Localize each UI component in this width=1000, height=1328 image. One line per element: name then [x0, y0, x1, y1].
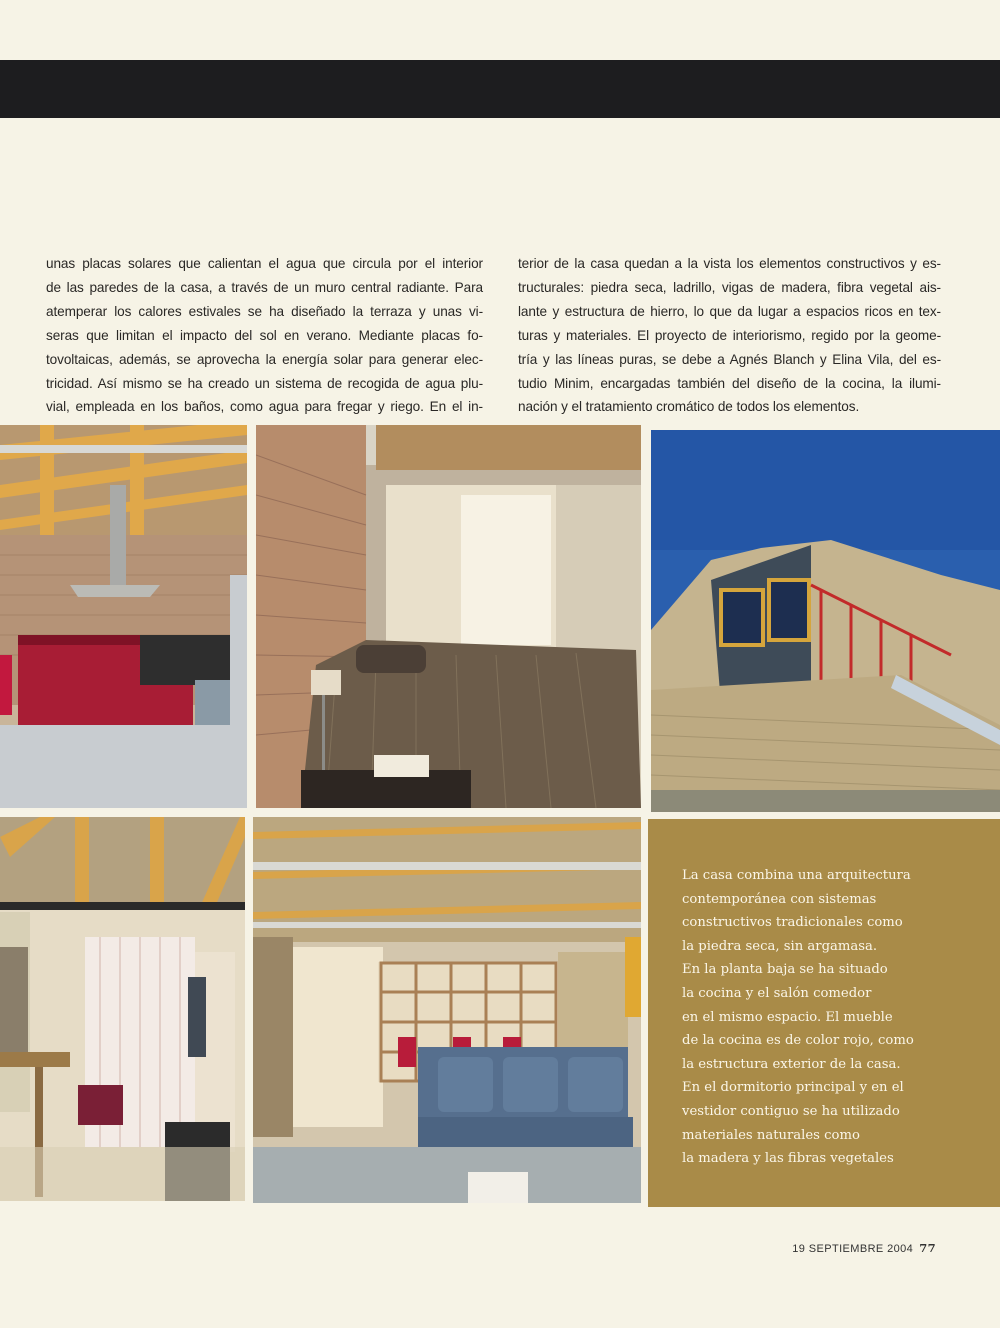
text-line: tría y las líneas puras, se debe a Agnés Blanch y Elina Vila, del es-	[518, 351, 941, 367]
photo-caption	[682, 864, 982, 1171]
caption-line: materiales naturales como	[682, 1127, 860, 1143]
caption-line: la madera y las fibras vegetales	[682, 1151, 894, 1167]
body-text-right-column	[518, 252, 941, 419]
caption-line: La casa combina una arquitectura	[682, 868, 911, 883]
body-text-left-column	[46, 252, 483, 419]
caption-line: En el dormitorio principal y en el	[682, 1080, 904, 1096]
text-line: tovoltaicas, además, se aprovecha la energía solar para generar elec-	[46, 351, 483, 367]
caption-line: la estructura exterior de la casa.	[682, 1056, 901, 1072]
text-line: tudio Minim, encargadas también del diseño de la cocina, la ilumi-	[518, 375, 941, 391]
text-line: lante y estructura de hierro, lo que da lugar a espacios ricos en tex-	[518, 303, 941, 319]
text-line: nación y el tratamiento cromático de todos los elementos.	[518, 399, 860, 415]
page-footer	[792, 1241, 936, 1255]
text-line: seras que limitan el impacto del sol en verano. Mediante placas fo-	[46, 327, 483, 343]
caption-line: vestidor contiguo se ha utilizado	[682, 1103, 900, 1119]
caption-line: En la planta baja se ha situado	[682, 962, 888, 978]
page-number: 77	[919, 1241, 936, 1255]
text-line: vial, empleada en los baños, como agua para fregar y riego. En el in-	[46, 399, 483, 415]
footer-date: 19 SEPTIEMBRE 2004	[792, 1243, 914, 1255]
caption-line: en el mismo espacio. El mueble	[682, 1009, 893, 1025]
text-line: atemperar los calores estivales se ha diseñado la terraza y unas vi-	[46, 303, 483, 319]
caption-line: la cocina y el salón comedor	[682, 985, 872, 1001]
text-line: unas placas solares que calientan el agua que circula por el interior	[46, 256, 483, 271]
text-line: tructurales: piedra seca, ladrillo, vigas de madera, fibra vegetal ais-	[518, 279, 941, 295]
exterior-photo	[651, 430, 1000, 812]
kitchen-photo	[0, 425, 247, 808]
top-black-bar	[0, 60, 1000, 118]
text-line: tricidad. Así mismo se ha creado un sistema de recogida de agua plu-	[46, 375, 483, 391]
bedroom-photo	[256, 425, 641, 808]
living-room-photo	[253, 817, 641, 1203]
dressing-room-photo	[0, 817, 245, 1201]
caption-line: constructivos tradicionales como	[682, 915, 903, 931]
caption-line: la piedra seca, sin argamasa.	[682, 938, 878, 954]
caption-line: de la cocina es de color rojo, como	[682, 1033, 914, 1049]
text-line: turas y materiales. El proyecto de interiorismo, regido por la geome-	[518, 327, 941, 343]
text-line: de las paredes de la casa, a través de un muro central radiante. Para	[46, 279, 483, 295]
text-line: terior de la casa quedan a la vista los elementos constructivos y es-	[518, 256, 941, 271]
caption-line: contemporánea con sistemas	[682, 891, 877, 907]
